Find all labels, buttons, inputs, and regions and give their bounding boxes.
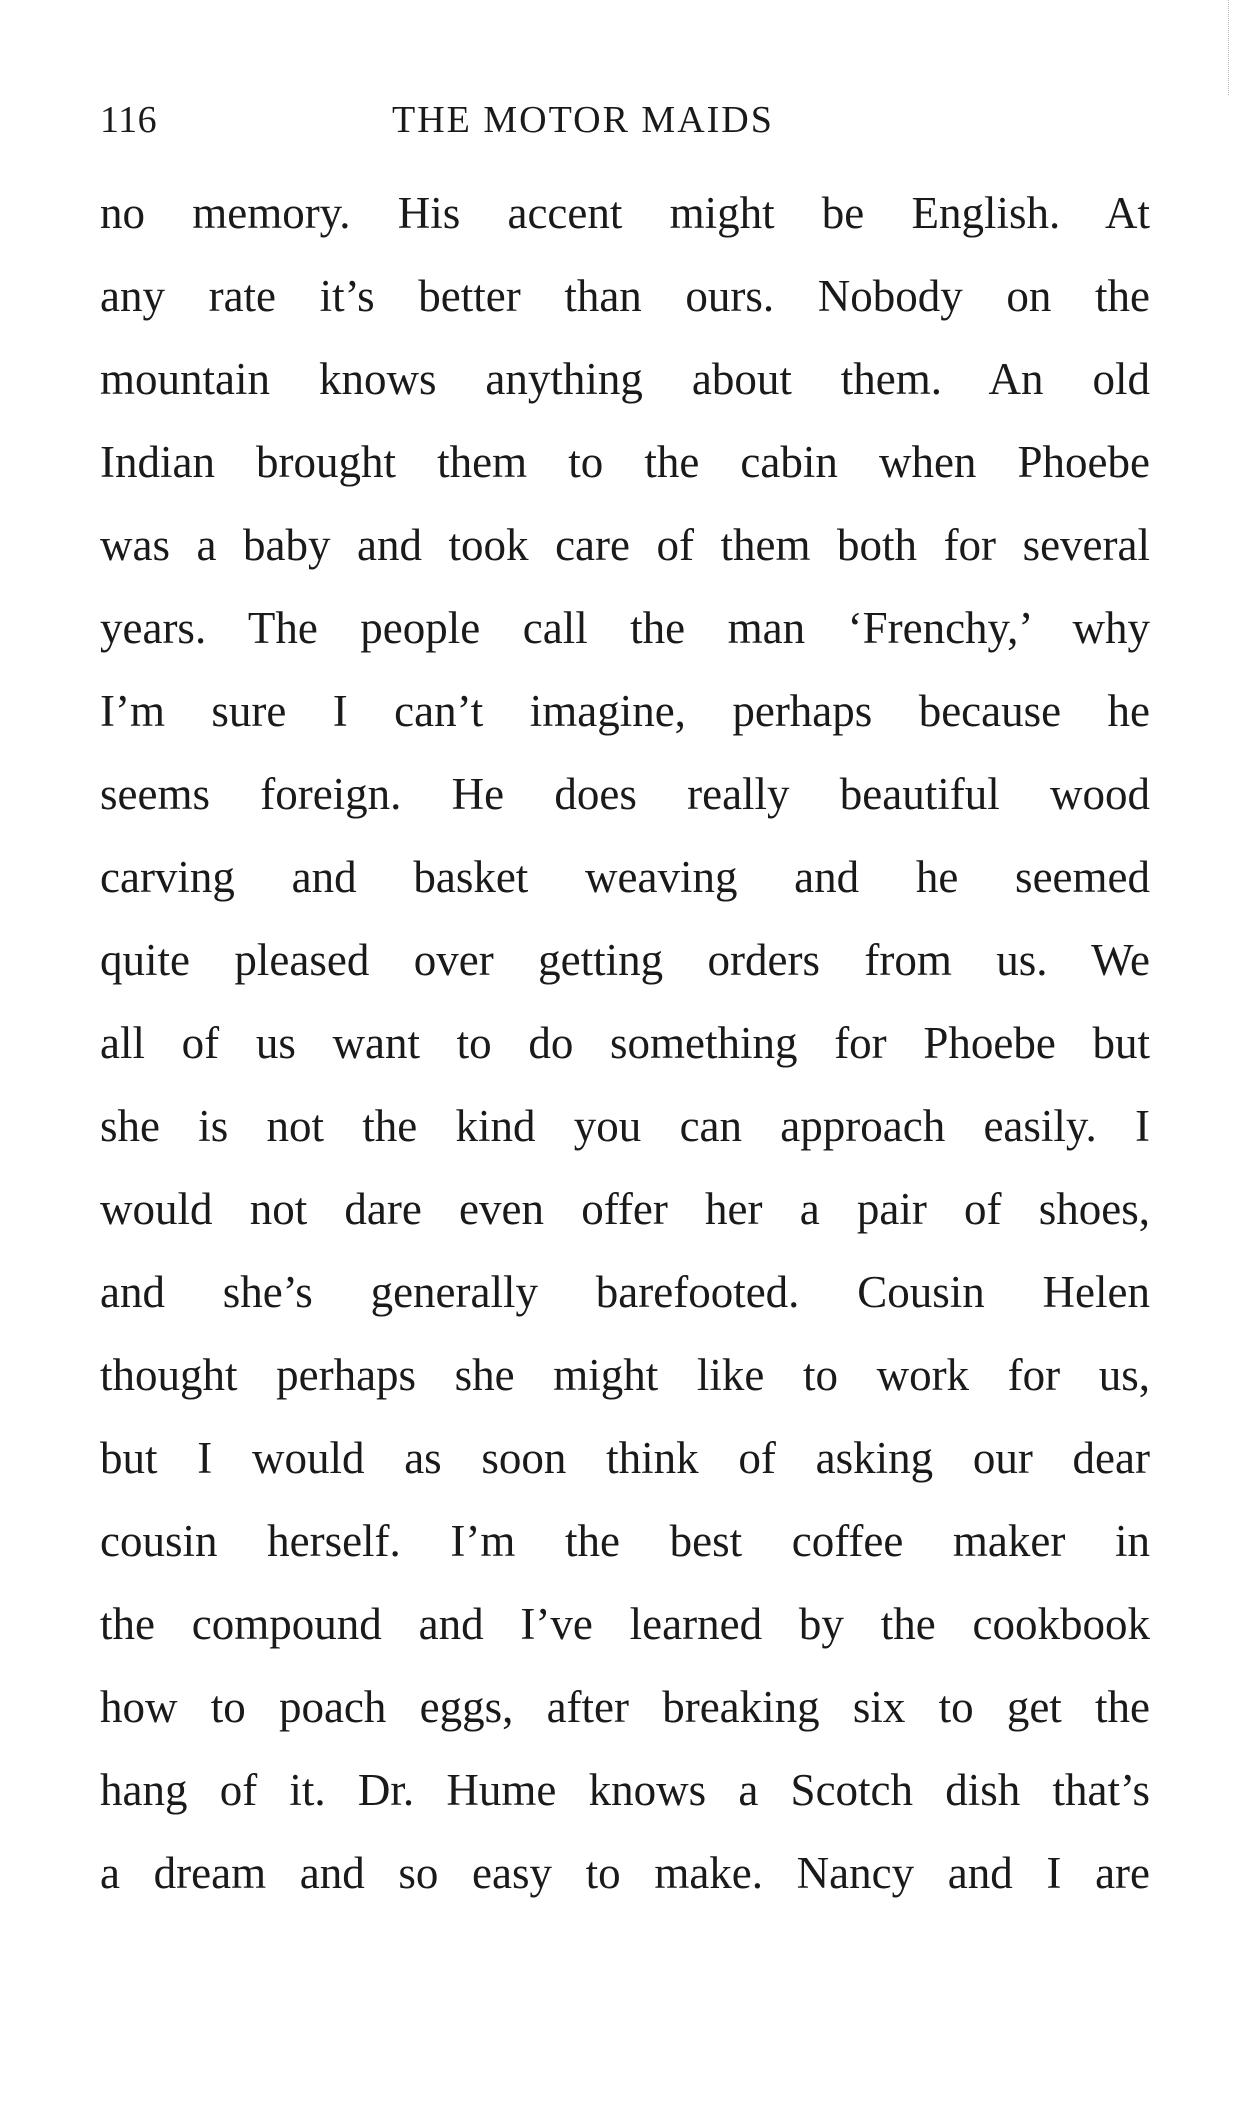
body-text xyxy=(100,186,1150,1929)
text-line: thought perhaps she might like to work for us, xyxy=(100,1350,1150,1400)
text-line: quite pleased over getting orders from us. We xyxy=(100,935,1150,985)
text-line: years. The people call the man ‘Frenchy,’ why xyxy=(100,603,1150,653)
text-line: all of us want to do something for Phoebe but xyxy=(100,1018,1150,1068)
text-line: seems foreign. He does really beautiful wood xyxy=(100,769,1150,819)
text-line: and she’s generally barefooted. Cousin Helen xyxy=(100,1267,1150,1317)
text-line: cousin herself. I’m the best coffee maker in xyxy=(100,1516,1150,1566)
text-line: hang of it. Dr. Hume knows a Scotch dish that’s xyxy=(100,1765,1150,1815)
text-line: Indian brought them to the cabin when Phoebe xyxy=(100,437,1150,487)
text-line: but I would as soon think of asking our dear xyxy=(100,1433,1150,1483)
text-line: a dream and so easy to make. Nancy and I are xyxy=(100,1848,1150,1898)
text-line: any rate it’s better than ours. Nobody on the xyxy=(100,271,1150,321)
page-header xyxy=(100,98,1150,158)
text-line: the compound and I’ve learned by the cookbook xyxy=(100,1599,1150,1649)
page-edge-mark xyxy=(1225,0,1229,95)
text-line: mountain knows anything about them. An old xyxy=(100,354,1150,404)
page-number: 116 xyxy=(100,99,158,141)
text-line: no memory. His accent might be English. At xyxy=(100,188,1150,238)
text-line: carving and basket weaving and he seemed xyxy=(100,852,1150,902)
running-title: THE MOTOR MAIDS xyxy=(392,99,774,141)
text-line: she is not the kind you can approach easily. I xyxy=(100,1101,1150,1151)
text-line: would not dare even offer her a pair of shoes, xyxy=(100,1184,1150,1234)
text-line: how to poach eggs, after breaking six to get the xyxy=(100,1682,1150,1732)
text-line: was a baby and took care of them both for several xyxy=(100,520,1150,570)
text-line: I’m sure I can’t imagine, perhaps because he xyxy=(100,686,1150,736)
